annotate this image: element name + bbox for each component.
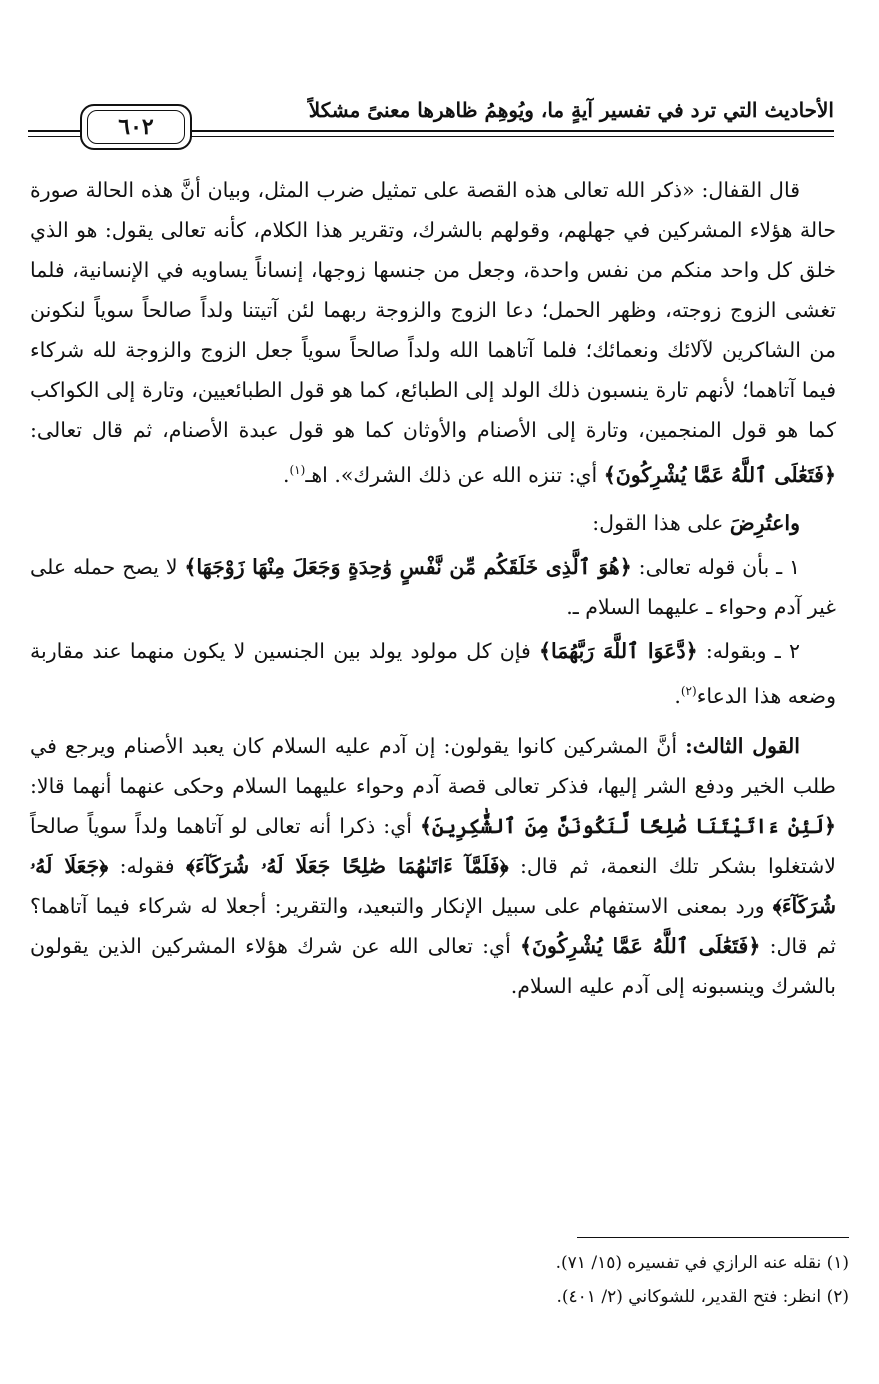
paragraph-text: على هذا القول: [592, 510, 730, 535]
footnote-number: (٢) [826, 1287, 849, 1307]
footnote-ref[interactable]: (٢) [680, 683, 697, 698]
quran-verse: ﴿لَئِنْ ءَاتَيْتَنَا صَٰلِحًا لَّنَكُونَنَّ مِنَ ٱلشَّٰكِرِينَ﴾ [420, 813, 836, 838]
page-number: ٦٠٢ [87, 110, 185, 144]
paragraph-text: أي: تنزه الله عن ذلك الشرك». اهـ [305, 462, 604, 487]
footnote-2 [43, 1280, 849, 1314]
paragraph-text: فقوله: [108, 853, 186, 878]
paragraph-text: أنَّ المشركين كانوا يقولون: إن آدم عليه السلام كان يعبد الأصنام ويرجع في طلب الخير ودفع الشر إليها، فذكر تعالى قصة آدم وحواء عليهما السلام وحكى عنهما أنهما قالا: [30, 733, 836, 798]
quran-verse: ﴿فَلَمَّآ ءَاتَىٰهُمَا صَٰلِحًا جَعَلَا لَهُۥ شُرَكَآءَ﴾ [185, 853, 509, 878]
paragraph-text: ٢ ـ وبقوله: [697, 638, 800, 663]
paragraph-text: أي: تعالى الله عن شرك هؤلاء المشركين الذين يقولون بالشرك وينسبونه إلى آدم عليه السلام. [30, 933, 836, 998]
quran-verse: ﴿هُوَ ٱلَّذِى خَلَقَكُم مِّن نَّفْسٍ وَٰحِدَةٍ وَجَعَلَ مِنْهَا زَوْجَهَا﴾ [184, 554, 632, 579]
paragraph-qaffal-quote [30, 170, 836, 495]
quran-verse: ﴿جَعَلَا لَهُۥ شُرَكَآءَ﴾ [30, 853, 836, 918]
main-text [30, 170, 836, 1006]
quran-verse: ﴿فَتَعَٰلَى ٱللَّهُ عَمَّا يُشْرِكُونَ﴾ [603, 462, 836, 487]
paragraph-text: قال القفال: «ذكر الله تعالى هذه القصة على تمثيل ضرب المثل، وبيان أنَّ هذه الحالة صورة حالة هؤلاء المشركين في جهلهم، وقولهم بالشرك، وتقرير هذا الكلام، كأنه تعالى يقول: هو الذي خلق كل واحد منكم من نفس واحدة، وجعل من جنسها زوجها، إنساناً يساويه في الإنسانية، فلما تغشى الزوج زوجته، وظهر الحمل؛ دعا الزوج والزوجة ربهما لئن آتيتنا ولداً صالحاً سوياً لنكونن من الشاكرين لآلائك ونعمائك؛ فلما آتاهما الله ولداً صالحاً سوياً جعل الزوج والزوجة لله شركاء فيما آتاهما؛ لأنهم تارة ينسبون ذلك الولد إلى الطبائع، كما هو قول الطبائعيين، وتارة إلى الكواكب كما هو قول المنجمين، وتارة إلى الأصنام والأوثان كما هو قول عبدة الأصنام، ثم قال تعالى: [30, 178, 836, 442]
objection-2 [30, 631, 836, 716]
third-saying-label: القول الثالث: [685, 733, 800, 758]
paragraph-text: فإن كل مولود يولد بين الجنسين لا يكون منهما عند مقاربة وضعه هذا الدعاء [30, 638, 836, 708]
punctuation: . [674, 683, 681, 708]
footnotes [43, 1246, 849, 1314]
paragraph-text: ١ ـ بأن قوله تعالى: [631, 554, 800, 579]
punctuation: . [282, 462, 290, 487]
paragraph-text: أي: ذكرا أنه تعالى لو آتاهما ولداً سوياً صالحاً لاشتغلوا بشكر تلك النعمة، ثم قال: [30, 813, 836, 878]
footnote-text: نقله عنه الرازي في تفسيره (١٥/ ٧١). [555, 1253, 822, 1273]
page-header [28, 96, 834, 150]
footnote-text: انظر: فتح القدير، للشوكاني (٢/ ٤٠١). [556, 1287, 822, 1307]
footnote-ref[interactable]: (١) [289, 463, 306, 477]
paragraph-text: لا يصح حمله على غير آدم وحواء ـ عليهما السلام ـ. [30, 554, 836, 619]
footnote-1 [43, 1246, 849, 1280]
quran-verse: ﴿فَتَعَٰلَى ٱللَّهُ عَمَّا يُشْرِكُونَ﴾ [519, 933, 761, 958]
objection-intro [30, 503, 836, 543]
paragraph-text: ورد بمعنى الاستفهام على سبيل الإنكار والتبعيد، والتقرير: أجعلا له شركاء فيما آتاهما؟ ثم قال: [30, 893, 836, 958]
footnote-separator [577, 1237, 849, 1238]
objection-1 [30, 547, 836, 627]
third-saying-paragraph [30, 726, 836, 1006]
quran-verse: ﴿دَّعَوَا ٱللَّهَ رَبَّهُمَا﴾ [539, 638, 698, 663]
page-number-frame [80, 104, 192, 150]
objection-label: واعتُرِضَ [729, 510, 800, 535]
footnote-number: (١) [826, 1253, 849, 1273]
running-title: الأحاديث التي ترد في تفسير آيةٍ ما، ويُوهِمُ ظاهرها معنىً مشكلاً [308, 98, 834, 122]
